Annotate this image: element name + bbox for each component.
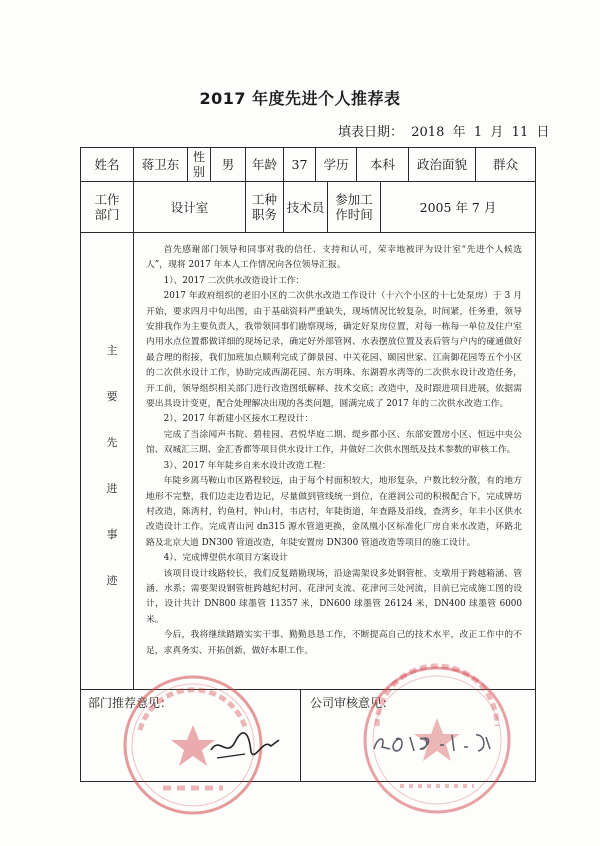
gender-value: 男 <box>221 157 235 172</box>
politics-label: 政治面貌 <box>416 157 467 172</box>
company-seal-left <box>118 670 268 820</box>
name-value: 蒋卫东 <box>141 157 180 172</box>
age-value: 37 <box>291 157 308 172</box>
work-start-value: 2005 年 7 月 <box>419 199 497 215</box>
education-label: 学历 <box>323 157 349 172</box>
deeds-paragraph: 该项目设计线路较长，我们反复踏勘现场，沿途需架设多处钢管桩、支墩用于跨越箱涵、管涵、水系；需要架设钢管桩跨越纪村河、花津河支流、花津河三处河流，目前已完成施工图的设计，设计共计 DN800 球墨管 11357 米，DN600 球墨管 26124 米，DN400 球墨管 6000 米。 <box>146 568 522 625</box>
deeds-label-char: 先 <box>106 436 118 449</box>
deeds-label <box>92 240 132 690</box>
signature <box>205 728 285 768</box>
dept-value: 设计室 <box>170 199 209 215</box>
deeds-paragraph: 2017 年政府组织的老旧小区的二次供水改造工作设计（十六个小区的十七处泵房）于 3 月开始，要求四月中旬出图，由于基础资料严重缺失，现场情况比较复杂，时间紧，任务重，领导安排我作为主要负责人，我带领同事们勘察现场，确定好泵房位置，对每一栋每一单位及住户室内用水点位置都做详细的现场记录，确定好外部管网、水表摆放位置及表后管与户内的碰通做好最合理的衔接，我们加班加点顺利完成了御景园、中关花园、颐园世家、江南御花园等五个小区的二次供水设计工作，协助完成西湖花园、东方明珠、东湖碧水湾等的二次供水设计改造任务，开工前，领导组织相关部门进行改造图纸解释、技术交底；改造中，及时跟进项目进展，依据需要出具设计变更，配合处理解决出现的各类问题，圆满完成了 2017 年的二次供水改造工作。 <box>146 291 522 410</box>
deeds-paragraph: 年陡乡离马鞍山市区路程较远，由于每个村面积较大，地形复杂，户数比较分散，有的地方地形不完整，我们边走边看边记，尽量做到管线统一到位，在港润公司的积极配合下，完成牌坊村改造，陈湾村，钓鱼村，钟山村，韦店村，年陡街道，年查路及沿线，查湾乡，年丰小区供水改造设计工作。完成青山河 dn315 源水管道更换，金凤凰小区标准化厂房自来水改造，环路北路及北京大道 DN300 管道改造，年陡安置房 DN300 管道改造等项目的施工设计。 <box>146 476 522 548</box>
deeds-label-char: 迹 <box>106 574 118 587</box>
deeds-label-char: 进 <box>106 482 118 495</box>
handwritten-date <box>370 725 500 759</box>
deeds-heading: 1）、2017 二次供水改造设计工作： <box>163 275 305 286</box>
post-value: 技术员 <box>286 199 325 215</box>
age-label: 年龄 <box>251 157 277 172</box>
post-label: 工种 职务 <box>251 192 277 222</box>
company-seal-right <box>352 660 522 820</box>
deeds-heading: 2）、2017 年新建小区接水工程设计： <box>163 414 314 425</box>
fill-date: 填表日期： 2018 年 1 月 11 日 <box>338 125 550 140</box>
gender-label: 性 别 <box>192 149 205 179</box>
deeds-paragraph: 首先感谢部门领导和同事对我的信任、支持和认可，荣幸地被评为设计室“先进个人候选人”，现将 2017 年本人工作情况向各位领导汇报。 <box>146 245 522 271</box>
deeds-label-char: 主 <box>106 344 118 357</box>
name-label: 姓名 <box>94 157 120 172</box>
deeds-content <box>146 243 522 683</box>
page-title: 2017 年度先进个人推荐表 <box>199 89 401 108</box>
deeds-heading: 3）、2017 年年陡乡自来水设计改造工程： <box>163 460 331 471</box>
dept-recommend-label: 部门推荐意见： <box>88 696 173 710</box>
education-value: 本科 <box>369 157 395 172</box>
dept-label: 工作 部门 <box>94 192 120 222</box>
deeds-heading: 4）、完成博望供水项目方案设计 <box>163 553 288 564</box>
company-review-label: 公司审核意见： <box>310 696 395 710</box>
deeds-paragraph: 完成了当涂闻声书院、碧桂园、君悦华庭二期、缇乡郡小区、东部安置房小区、恒远中央公馆、双城汇三期、金汇香都等项目供水设计工作，并做好二次供水图纸及技术参数的审核工作。 <box>146 429 522 456</box>
work-start-label: 参加工 作时间 <box>335 192 373 222</box>
deeds-paragraph: 今后，我将继续踏踏实实干事、勤勤恳恳工作，不断提高自己的技术水平，改正工作中的不足，求真务实、开拓创新，做好本职工作。 <box>146 630 522 656</box>
deeds-label-char: 要 <box>106 390 118 403</box>
deeds-label-char: 事 <box>106 528 118 541</box>
politics-value: 群众 <box>492 157 518 172</box>
